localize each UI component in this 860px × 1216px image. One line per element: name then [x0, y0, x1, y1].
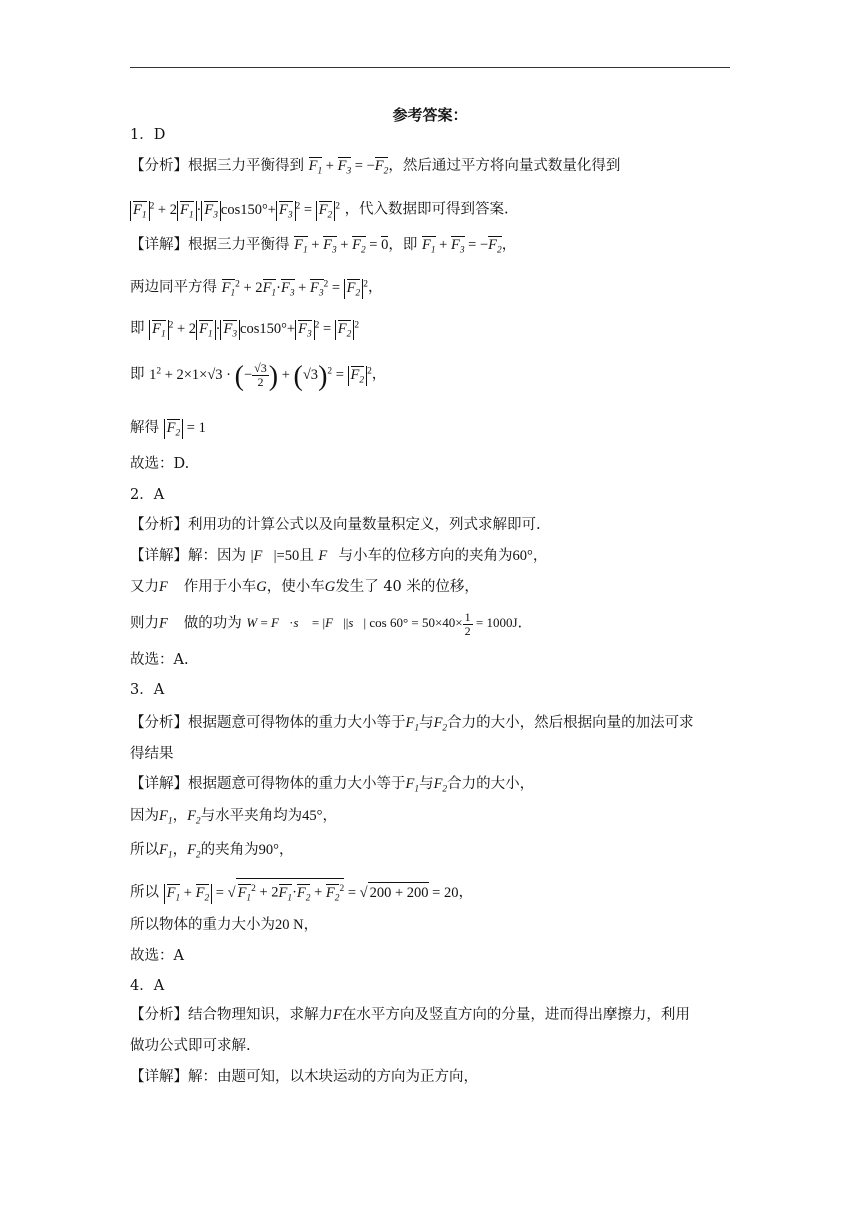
- q4-detail-line1: 【详解】解：由题可知，以木块运动的方向为正方向，: [130, 1069, 478, 1085]
- q3-detail-line5: 所以物体的重力大小为20 N，: [130, 917, 319, 933]
- q3-detail-line2: 因为$F_1$，$F_2$与水平夹角均为45°，: [130, 808, 337, 827]
- q1-analysis-line2: $F_1^2 + 2$ $F_1 \cdot F_3$ $\cos 150^\circ+ F_3^2 = F_2^2$ ，代入数据即可得到答案.: [130, 196, 509, 221]
- q3-analysis-line2: 得结果: [130, 746, 174, 762]
- q2-choice: 故选：A.: [130, 652, 189, 668]
- q3-detail-line3: 所以$F_1$，$F_2$的夹角为90°，: [130, 842, 294, 861]
- q2-number: 2．A: [130, 487, 165, 503]
- q1-detail-line2: 两边同平方得 $F_1^2 + 2F_1\cdot F_3 + F_3^2 = F_2^2$，: [130, 279, 383, 298]
- q4-analysis-line2: 做功公式即可求解.: [130, 1038, 251, 1054]
- q1-number: 1．D: [130, 127, 166, 143]
- page-title: 参考答案：: [392, 106, 468, 124]
- q1-detail-line5: 解得 $F_2 = 1$: [130, 420, 206, 439]
- q3-choice: 故选：A: [130, 948, 184, 964]
- q2-detail-line2: 又力F⃗ 作用于小车G，使小车G发生了 40 米的位移，: [130, 579, 479, 595]
- q1-detail-line3: 即 $F_1^2 + 2$ $F_1 \cdot F_3$ $\cos 150^\circ+ F_3^2 = F_2^2$: [130, 320, 360, 339]
- q3-number: 3．A: [130, 682, 165, 698]
- q3-detail-line4: 所以 $F_1 + F_2$ = √ $F_1^2 + 2F_1\cdot F_2 + F_2^2$ = √ 200 + 200 = 20，: [130, 878, 473, 904]
- q2-detail-line3: 则力F⃗ 做的功为 W = F⃗·s⃗ = |F⃗||s⃗| cos 60° = 50×40× $\frac{1}{2}$ = 1000J.: [130, 610, 523, 638]
- q1-detail-line1: 【详解】根据三力平衡得 $F_1 + F_3 + F_2 = 0$，即 $F_1 + F_3 = -F_2$，: [130, 237, 517, 256]
- q3-analysis-line1: 【分析】根据题意可得物体的重力大小等于$F_1$与$F_2$合力的大小，然后根据向量的加法可求: [130, 715, 694, 734]
- q3-detail-line1: 【详解】根据题意可得物体的重力大小等于$F_1$与$F_2$合力的大小，: [130, 776, 535, 795]
- q4-analysis-line1: 【分析】结合物理知识，求解力F在水平方向及竖直方向的分量，进而得出摩擦力，利用: [130, 1007, 690, 1023]
- header-rule: [130, 67, 730, 68]
- q4-number: 4．A: [130, 978, 165, 994]
- q1-detail-line4: 即 $1^2 + 2\times 1\times√3$ · (− $\frac{√3}{2}$ ) + $(√3)^2 = F_2^2$，: [130, 360, 387, 392]
- q2-analysis: 【分析】利用功的计算公式以及向量数量积定义，列式求解即可.: [130, 517, 541, 533]
- q1-analysis-line1: 【分析】根据三力平衡得到 $F_1 + F_3 = -F_2$，然后通过平方将向量式数量化得到: [130, 158, 621, 177]
- q2-detail-line1: 【详解】解：因为 |F⃗|=50且 F⃗与小车的位移方向的夹角为60°，: [130, 548, 548, 564]
- q1-choice: 故选：D.: [130, 456, 190, 472]
